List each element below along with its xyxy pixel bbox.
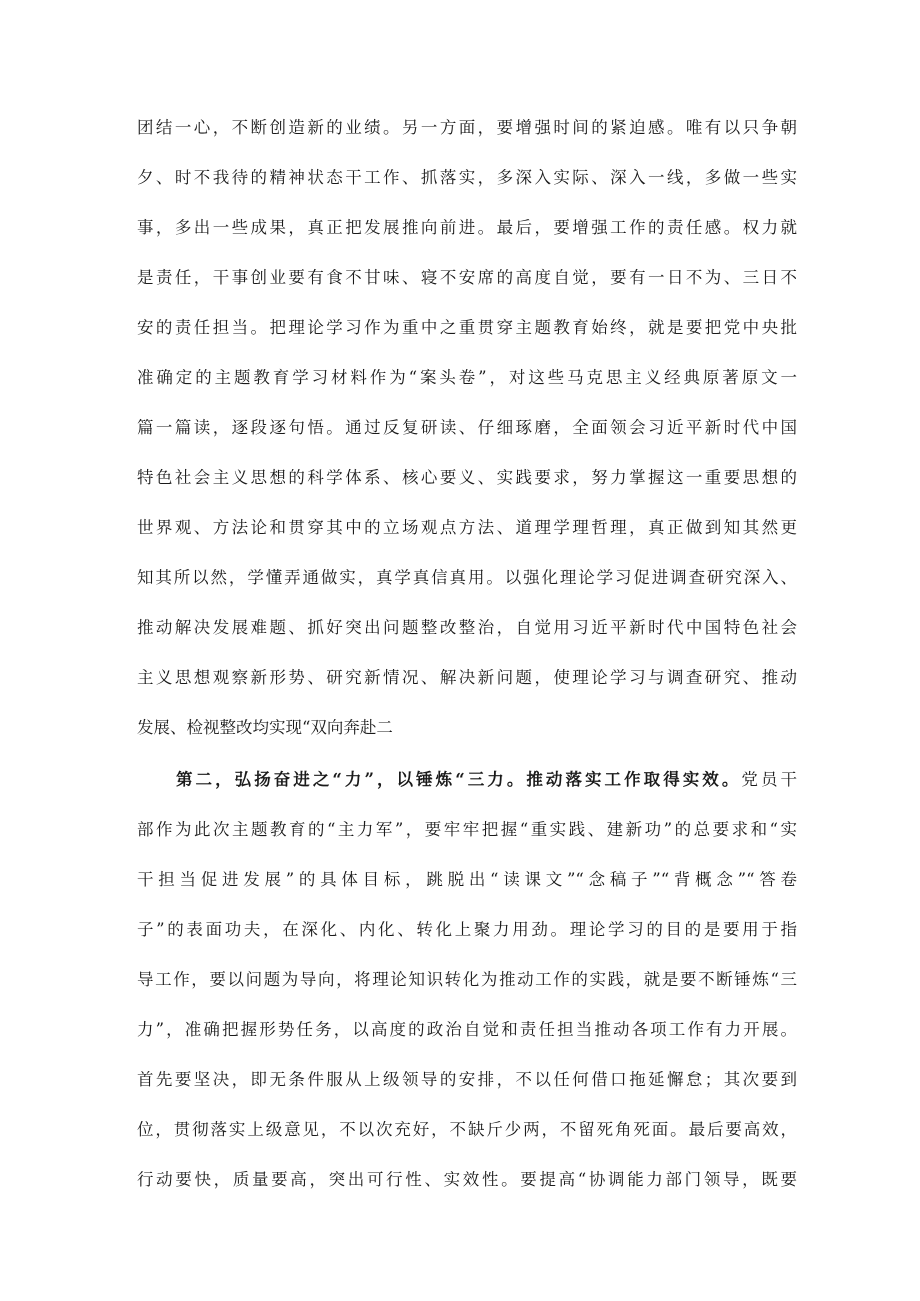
text-line: 主义思想观察新形势、研究新情况、解决新问题，使理论学习与调查研究、推动 — [137, 668, 797, 687]
text-line: 行动要快，质量要高，突出可行性、实效性。要提高“协调能力部门领导，既要 — [137, 1170, 797, 1189]
text-line: 事，多出一些成果，真正把发展推向前进。最后，要增强工作的责任感。权力就 — [137, 218, 797, 237]
text-line: 部作为此次主题教育的“主力军”，要牢牢把握“重实践、建新功”的总要求和“实 — [137, 820, 797, 839]
text-line-heading — [176, 764, 797, 796]
heading-line-rest: 党员干 — [741, 770, 798, 789]
text-line: 篇一篇读，逐段逐句悟。通过反复研读、仔细琢磨，全面领会习近平新时代中国 — [137, 418, 797, 437]
text-line: 干担当促进发展”的具体目标，跳脱出“读课文”“念稿子”“背概念”“答卷 — [137, 870, 797, 889]
text-line: 夕、时不我待的精神状态干工作、抓落实，多深入实际、深入一线，多做一些实 — [137, 168, 797, 187]
text-line: 世界观、方法论和贯穿其中的立场观点方法、道理学理哲理，真正做到知其然更 — [137, 518, 797, 537]
text-line: 导工作，要以问题为导向，将理论知识转化为推动工作的实践，就是要不断锤炼“三 — [137, 970, 797, 989]
text-line: 推动解决发展难题、抓好突出问题整改整治，自觉用习近平新时代中国特色社会 — [137, 618, 797, 637]
text-line: 安的责任担当。把理论学习作为重中之重贯穿主题教育始终，就是要把党中央批 — [137, 318, 797, 337]
text-line: 发展、检视整改均实现“双向奔赴二 — [137, 718, 393, 737]
text-line: 是责任，干事创业要有食不甘味、寝不安席的高度自觉，要有一日不为、三日不 — [137, 268, 797, 287]
text-line: 子”的表面功夫，在深化、内化、转化上聚力用劲。理论学习的目的是要用于指 — [137, 920, 797, 939]
text-line: 首先要坚决，即无条件服从上级领导的安排，不以任何借口拖延懈怠；其次要到 — [137, 1070, 797, 1089]
text-line: 特色社会主义思想的科学体系、核心要义、实践要求，努力掌握这一重要思想的 — [137, 468, 797, 487]
text-line: 准确定的主题教育学习材料作为“案头卷”，对这些马克思主义经典原著原文一 — [137, 368, 797, 387]
text-line: 力”，准确把握形势任务，以高度的政治自觉和责任担当推动各项工作有力开展。 — [137, 1020, 797, 1039]
text-line: 团结一心，不断创造新的业绩。另一方面，要增强时间的紧迫感。唯有以只争朝 — [137, 118, 797, 137]
section-heading: 第二，弘扬奋进之“力”，以锤炼“三力。推动落实工作取得实效。 — [176, 770, 742, 789]
text-line: 位，贯彻落实上级意见，不以次充好，不缺斤少两，不留死角死面。最后要高效， — [137, 1120, 797, 1139]
text-line: 知其所以然，学懂弄通做实，真学真信真用。以强化理论学习促进调查研究深入、 — [137, 568, 797, 587]
